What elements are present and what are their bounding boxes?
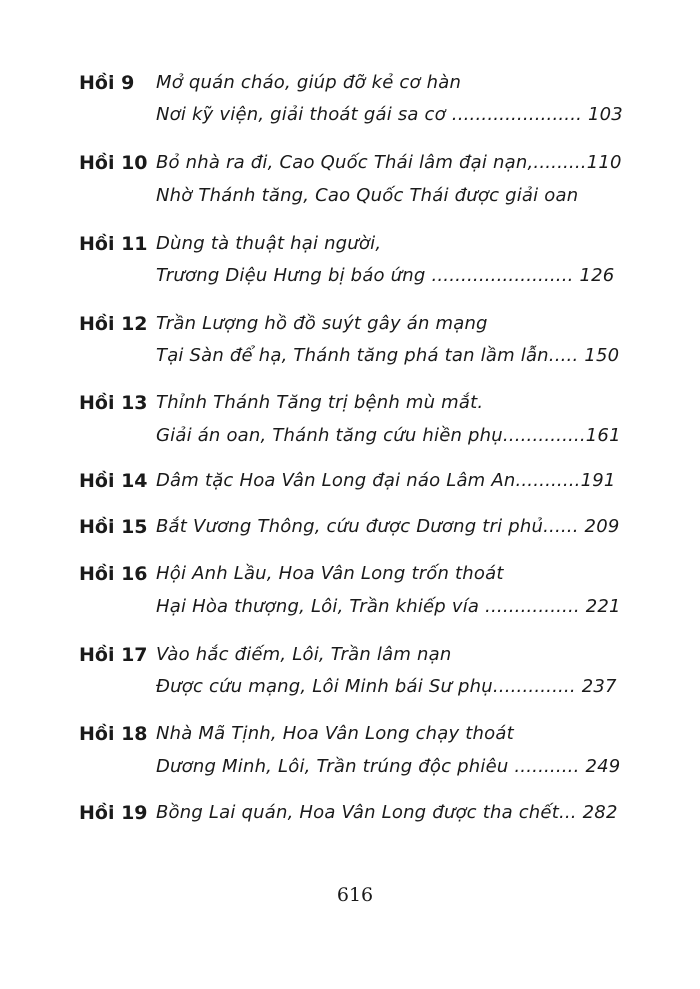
chapter-title-line: Hội Anh Lầu, Hoa Vân Long trốn thoát <box>156 563 504 584</box>
chapter-label: Hồi 9 <box>79 72 135 94</box>
chapter-title-line: Nơi kỹ viện, giải thoát gái sa cơ ...................... 103 <box>156 104 623 125</box>
chapter-label: Hồi 19 <box>79 802 148 824</box>
chapter-title-line: Bỏ nhà ra đi, Cao Quốc Thái lâm đại nạn,.........110 <box>156 152 622 173</box>
chapter-title-line: Tại Sàn để hạ, Thánh tăng phá tan lầm lẫn..... 150 <box>156 345 620 366</box>
chapter-label: Hồi 10 <box>79 152 148 174</box>
chapter-title-line: Thỉnh Thánh Tăng trị bệnh mù mắt. <box>156 392 484 413</box>
chapter-title-line: Giải án oan, Thánh tăng cứu hiền phụ..............161 <box>156 425 621 446</box>
chapter-label: Hồi 18 <box>79 723 148 745</box>
chapter-title-line: Dương Minh, Lôi, Trần trúng độc phiêu ........... 249 <box>156 756 621 777</box>
chapter-title-line: Được cứu mạng, Lôi Minh bái Sư phụ.............. 237 <box>156 676 617 697</box>
chapter-title-line: Bồng Lai quán, Hoa Vân Long được tha chết... 282 <box>156 802 618 823</box>
chapter-label: Hồi 16 <box>79 563 148 585</box>
chapter-title-line: Mở quán cháo, giúp đỡ kẻ cơ hàn <box>156 72 462 93</box>
chapter-label: Hồi 13 <box>79 392 148 414</box>
page-number: 616 <box>336 884 374 906</box>
chapter-label: Hồi 12 <box>79 313 148 335</box>
chapter-title-line: Dùng tà thuật hại người, <box>156 233 382 254</box>
chapter-title-line: Vào hắc điếm, Lôi, Trần lâm nạn <box>156 644 452 665</box>
chapter-title-line: Hại Hòa thượng, Lôi, Trần khiếp vía ................ 221 <box>156 596 621 617</box>
chapter-title-line: Trương Diệu Hưng bị báo ứng ........................ 126 <box>156 265 615 286</box>
chapter-title-line: Dâm tặc Hoa Vân Long đại náo Lâm An...........191 <box>156 470 616 491</box>
chapter-label: Hồi 15 <box>79 516 148 538</box>
chapter-label: Hồi 17 <box>79 644 148 666</box>
chapter-title-line: Bắt Vương Thông, cứu được Dương tri phủ...... 209 <box>156 516 620 537</box>
chapter-title-line: Nhà Mã Tịnh, Hoa Vân Long chạy thoát <box>156 723 514 744</box>
chapter-title-line: Nhờ Thánh tăng, Cao Quốc Thái được giải oan <box>156 185 579 206</box>
chapter-title-line: Trần Lượng hồ đồ suýt gây án mạng <box>156 313 488 334</box>
chapter-label: Hồi 14 <box>79 470 148 492</box>
chapter-label: Hồi 11 <box>79 233 148 255</box>
